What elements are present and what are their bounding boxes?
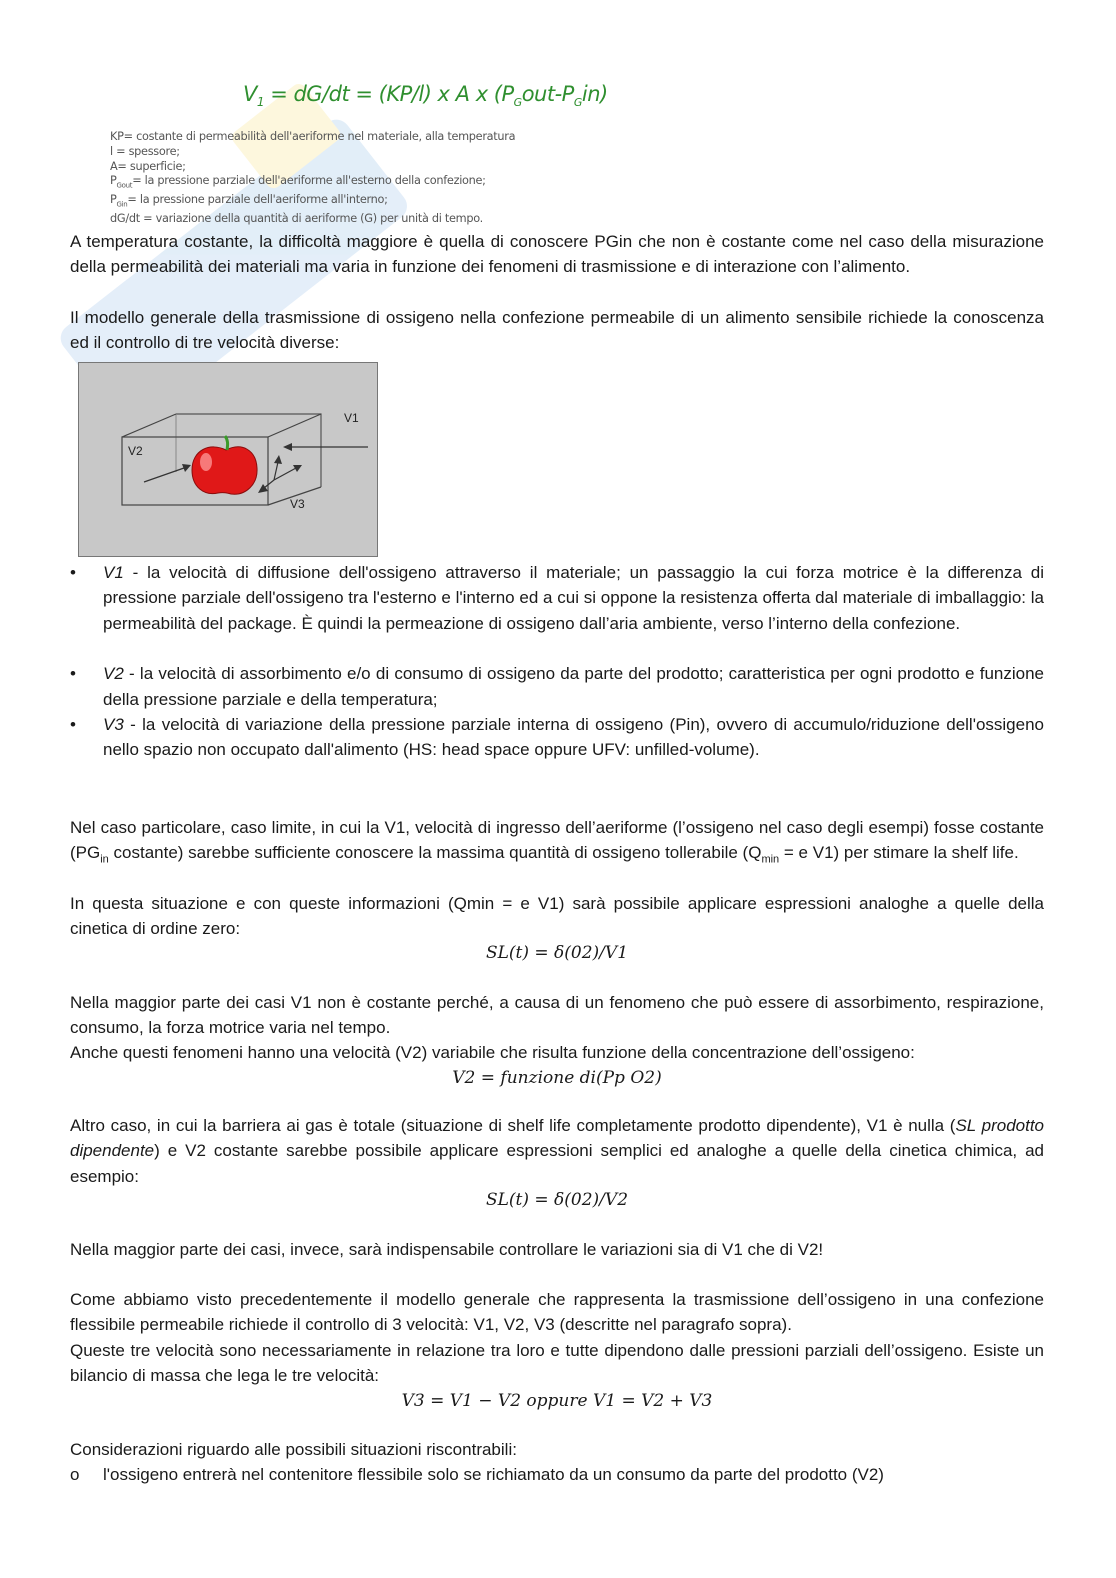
oxygen-transmission-diagram (78, 362, 378, 557)
term-v2: V2 (103, 664, 124, 684)
text-run: costante) sarebbe sufficiente conoscere la massima quantità di ossigeno tollerabile (Q (108, 843, 762, 863)
apple-body (192, 447, 257, 494)
permeability-formula (243, 82, 608, 109)
formula-part: = dG/dt = (KP/l) x A x (P (264, 82, 514, 106)
legend-sub: Gin (116, 200, 128, 209)
legend-text: P (110, 193, 117, 207)
subscript-in: in (100, 853, 109, 866)
considerations-list (70, 1462, 1044, 1487)
item-text: - la velocità di diffusione dell'ossigeno attraverso il materiale; un passaggio la cui forza motrice è la differenza di pressione parziale dell'ossigeno tra l'esterno e l'interno ed a cui si oppone la resistenza offerta dal materiale di imballaggio: la permeabilità del package. È quindi la permeazione di ossigeno dall’aria ambiente, verso l’interno della confezione. (103, 563, 1044, 633)
paragraph-mass-balance: Queste tre velocità sono necessariamente in relazione tra loro e tutte dipendono dalle pressioni parziali dell’ossigeno. Esiste un bilancio di massa che lega le tre velocità: (70, 1341, 1044, 1386)
equation-sl-v1 (70, 941, 1044, 966)
paragraph-zero-order: In questa situazione e con queste informazioni (Qmin = e V1) sarà possibile applicare espressioni analoghe a quelle della cinetica di ordine zero: (70, 894, 1044, 939)
formula-v-sub: 1 (256, 95, 265, 110)
formula-sub-g: G (573, 96, 582, 110)
label-v2: V2 (128, 444, 143, 458)
list-item-v2 (70, 661, 1044, 712)
term-v1: V1 (103, 563, 124, 582)
paragraph-total-barrier (70, 1113, 1044, 1189)
item-text: l'ossigeno entrerà nel contenitore flessibile solo se richiamato da un consumo da parte del prodotto (V2) (103, 1465, 884, 1484)
paragraph-model: Il modello generale della trasmissione di ossigeno nella confezione permeabile di un alimento sensibile richiede la conoscenza ed il controllo di tre velocità diverse: (70, 308, 1044, 353)
list-item-v1 (70, 560, 1044, 636)
paragraph-control-both: Nella maggior parte dei casi, invece, sarà indispensabile controllare le variazioni sia di V1 che di V2! (70, 1240, 824, 1259)
legend-l: l = spessore; (110, 144, 180, 158)
legend-sub: Gout (116, 181, 133, 190)
equation-text: V2 = funzione di(Pp O2) (452, 1068, 662, 1088)
equation-v2-function (70, 1066, 1044, 1091)
formula-part: in) (581, 82, 608, 106)
text-run: ) e V2 costante sarebbe possibile applicare espressioni semplici ed analoghe a quelle della cinetica chimica, ad esempio: (70, 1141, 1044, 1186)
paragraph-limit-case (70, 815, 1044, 873)
legend-kp: KP= costante di permeabilità dell'aeriforme nel materiale, alla temperatura (110, 130, 516, 143)
text-italic: SL prodotto dipendente (70, 1116, 1045, 1161)
bullet-circle: o (70, 1465, 80, 1484)
text-run: Altro caso, in cui la barriera ai gas è totale (situazione di shelf life completamente prodotto dipendente), V1 è nulla ( (70, 1116, 956, 1135)
paragraph-v1-variable: Nella maggior parte dei casi V1 non è costante perché, a causa di un fenomeno che può essere di assorbimento, respirazione, consumo, la forza motrice varia nel tempo. (70, 993, 1044, 1038)
legend-text: P (110, 174, 117, 188)
paragraph-general-model: Come abbiamo visto precedentemente il modello generale che rappresenta la trasmissione dell’ossigeno in una confezione flessibile permeabile richiede il controllo di 3 velocità: V1, V2, V3 (descritte nel paragrafo sopra). (70, 1290, 1044, 1335)
velocity-list (70, 560, 1044, 763)
legend-pgout (110, 174, 515, 193)
formula-part: out-P (521, 82, 574, 106)
equation-sl-v2 (70, 1188, 1044, 1213)
equation-text: SL(t) = δ(02)/V2 (485, 1190, 629, 1210)
list-item (70, 1462, 1044, 1487)
label-v1: V1 (344, 411, 359, 425)
bullet-dot: • (70, 715, 76, 735)
legend-text: = la pressione parziale dell'aeriforme all'interno; (127, 193, 388, 207)
paragraph-considerations: Considerazioni riguardo alle possibili situazioni riscontrabili: (70, 1440, 517, 1459)
text-run: Nel caso particolare, caso limite, in cui la V1, velocità di ingresso dell’aeriforme (l’ossigeno nel caso degli esempi) fosse costante (PG (70, 818, 1044, 863)
list-item-v3 (70, 712, 1044, 763)
legend-dgdt: dG/dt = variazione della quantità di aeriforme (G) per unità di tempo. (110, 212, 483, 226)
bullet-dot: • (70, 664, 76, 684)
formula-sub-g: G (513, 96, 522, 110)
formula-legend (110, 130, 515, 227)
legend-a: A= superficie; (110, 159, 186, 173)
subscript-min: min (761, 853, 780, 866)
item-text: - la velocità di assorbimento e/o di consumo di ossigeno da parte del prodotto; caratteristica per ogni prodotto e funzione della pressione parziale e della temperatura; (103, 664, 1044, 709)
paragraph-v2-variable: Anche questi fenomeni hanno una velocità (V2) variabile che risulta funzione della concentrazione dell’ossigeno: (70, 1043, 915, 1062)
label-v3: V3 (290, 497, 305, 511)
legend-text: = la pressione parziale dell'aeriforme all'esterno della confezione; (132, 174, 486, 188)
text-run: = e V1) per stimare la shelf life. (779, 843, 1019, 863)
equation-mass-balance (70, 1389, 1044, 1414)
equation-text: V3 = V1 − V2 oppure V1 = V2 + V3 (401, 1391, 713, 1411)
bullet-dot: • (70, 563, 76, 582)
equation-text: SL(t) = δ(02)/V1 (485, 943, 629, 963)
term-v3: V3 (103, 715, 124, 735)
item-text: - la velocità di variazione della pressione parziale interna di ossigeno (Pin), ovvero di accumulo/riduzione dell'ossigeno nello spazio non occupato dall'alimento (HS: head space oppure UFV: unfilled-volume). (103, 715, 1044, 760)
formula-v: V (243, 82, 257, 106)
spacer (70, 636, 1044, 661)
paragraph-intro: A temperatura costante, la difficoltà maggiore è quella di conoscere PGin che non è costante come nel caso della misurazione della permeabilità dei materiali ma varia in funzione dei fenomeni di trasmissione e di interazione con l’alimento. (70, 232, 1044, 277)
legend-pgin (110, 193, 515, 212)
apple-highlight (200, 453, 212, 471)
